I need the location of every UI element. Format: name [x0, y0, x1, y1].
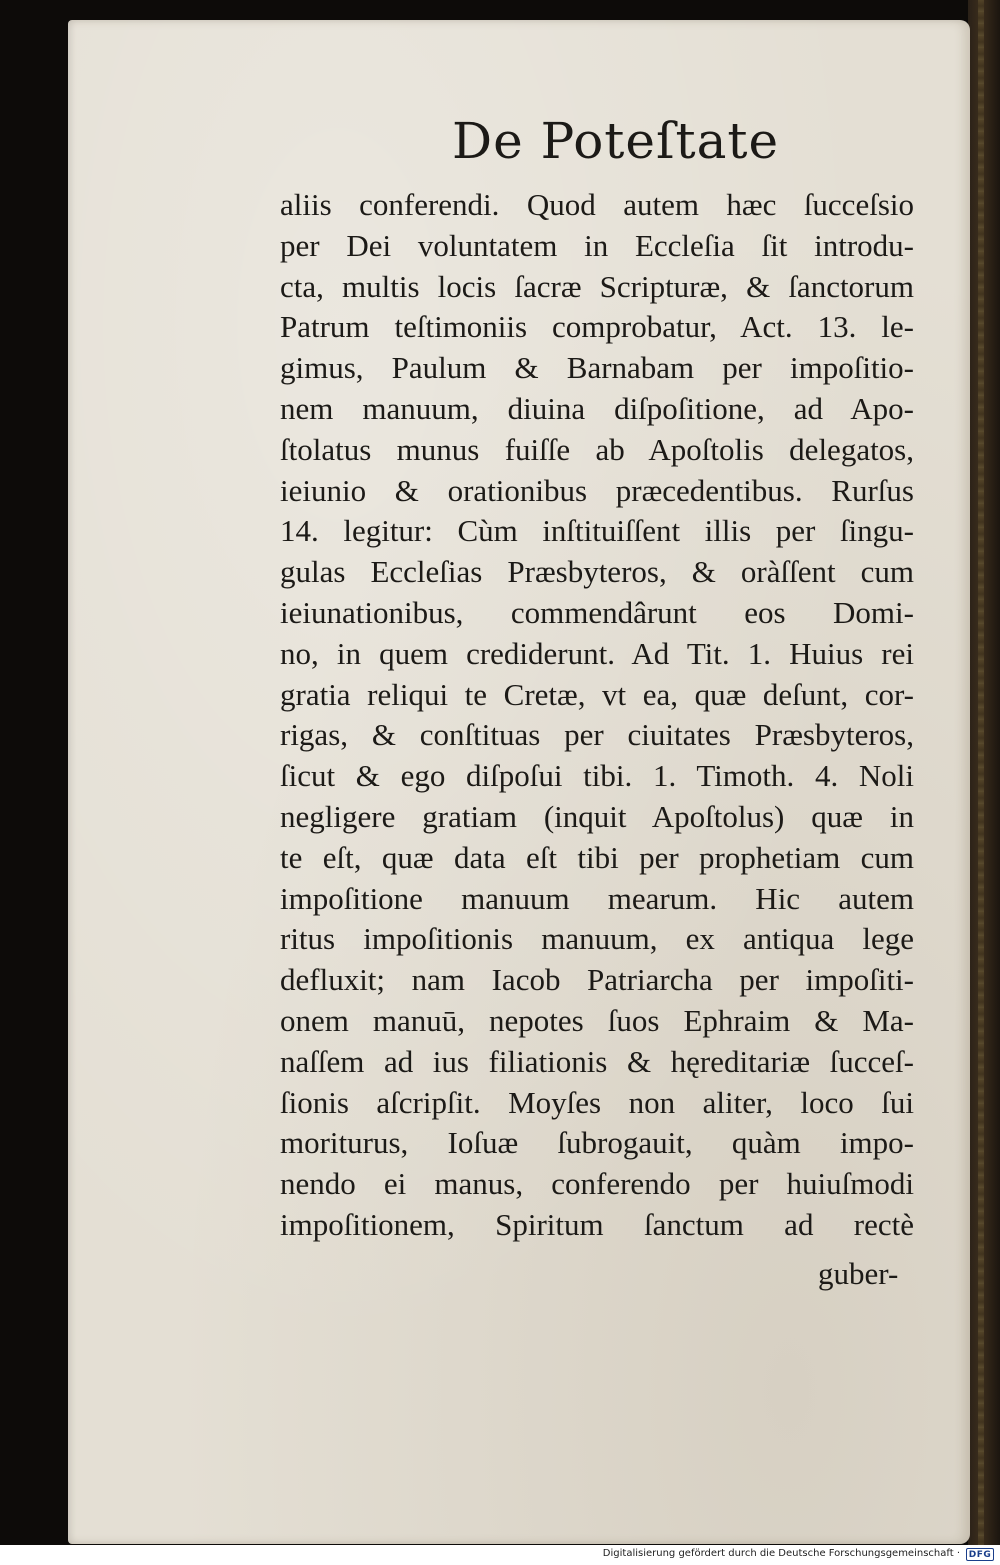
funding-credit: Digitalisierung gefördert durch die Deutsche Forschungsgemeinschaft ·	[602, 1548, 960, 1559]
running-head: De Poteſtate	[452, 112, 780, 170]
text-line: nendo ei manus, conferendo per huiuſmodi	[280, 1166, 914, 1202]
text-line: gratia reliqui te Cretæ, vt ea, quæ deſunt, cor-	[280, 676, 914, 712]
text-line: ſicut & ego diſpoſui tibi. 1. Timoth. 4. Noli	[280, 758, 914, 794]
text-line: per Dei voluntatem in Eccleſia ſit introdu-	[280, 227, 914, 263]
text-line: te eſt, quæ data eſt tibi per prophetiam cum	[280, 839, 914, 875]
text-line: no, in quem crediderunt. Ad Tit. 1. Huius rei	[280, 635, 914, 671]
text-line: ieiunationibus, commendârunt eos Domi-	[280, 594, 914, 630]
text-line: gimus, Paulum & Barnabam per impoſitio-	[280, 350, 914, 386]
text-line: ritus impoſitionis manuum, ex antiqua lege	[280, 921, 914, 957]
digitization-footer	[0, 1545, 1000, 1565]
text-line: ſionis aſcripſit. Moyſes non aliter, loco ſui	[280, 1084, 914, 1120]
text-line: Patrum teſtimoniis comprobatur, Act. 13. le-	[280, 309, 914, 345]
text-line: 14. legitur: Cùm inſtituiſſent illis per ſingu-	[280, 513, 914, 549]
text-line: negligere gratiam (inquit Apoſtolus) quæ in	[280, 798, 914, 834]
text-line: cta, multis locis ſacræ Scripturæ, & ſanctorum	[280, 268, 914, 304]
text-line: ieiunio & orationibus præcedentibus. Rurſus	[280, 472, 914, 508]
catchword: guber-	[818, 1256, 899, 1291]
text-line: nem manuum, diuina diſpoſitione, ad Apo-	[280, 390, 914, 426]
text-line: defluxit; nam Iacob Patriarcha per impoſiti-	[280, 962, 914, 998]
body-text	[280, 185, 914, 1246]
book-edge	[968, 0, 1000, 1545]
text-line: naſſem ad ius filiationis & hęreditariæ ſucceſ-	[280, 1043, 914, 1079]
dfg-logo-icon: DFG	[966, 1548, 994, 1561]
text-line: aliis conferendi. Quod autem hæc ſucceſsio	[280, 187, 914, 222]
text-line: impoſitionem, Spiritum ſanctum ad rectè	[280, 1206, 914, 1242]
text-line: impoſitione manuum mearum. Hic autem	[280, 880, 914, 916]
text-line: rigas, & conſtituas per ciuitates Præsbyteros,	[280, 717, 914, 753]
text-line: ſtolatus munus fuiſſe ab Apoſtolis delegatos,	[280, 431, 914, 467]
text-line: gulas Eccleſias Præsbyteros, & oràſſent cum	[280, 554, 914, 590]
text-line: onem manuū, nepotes ſuos Ephraim & Ma-	[280, 1002, 914, 1038]
text-line: moriturus, Ioſuæ ſubrogauit, quàm impo-	[280, 1125, 914, 1161]
